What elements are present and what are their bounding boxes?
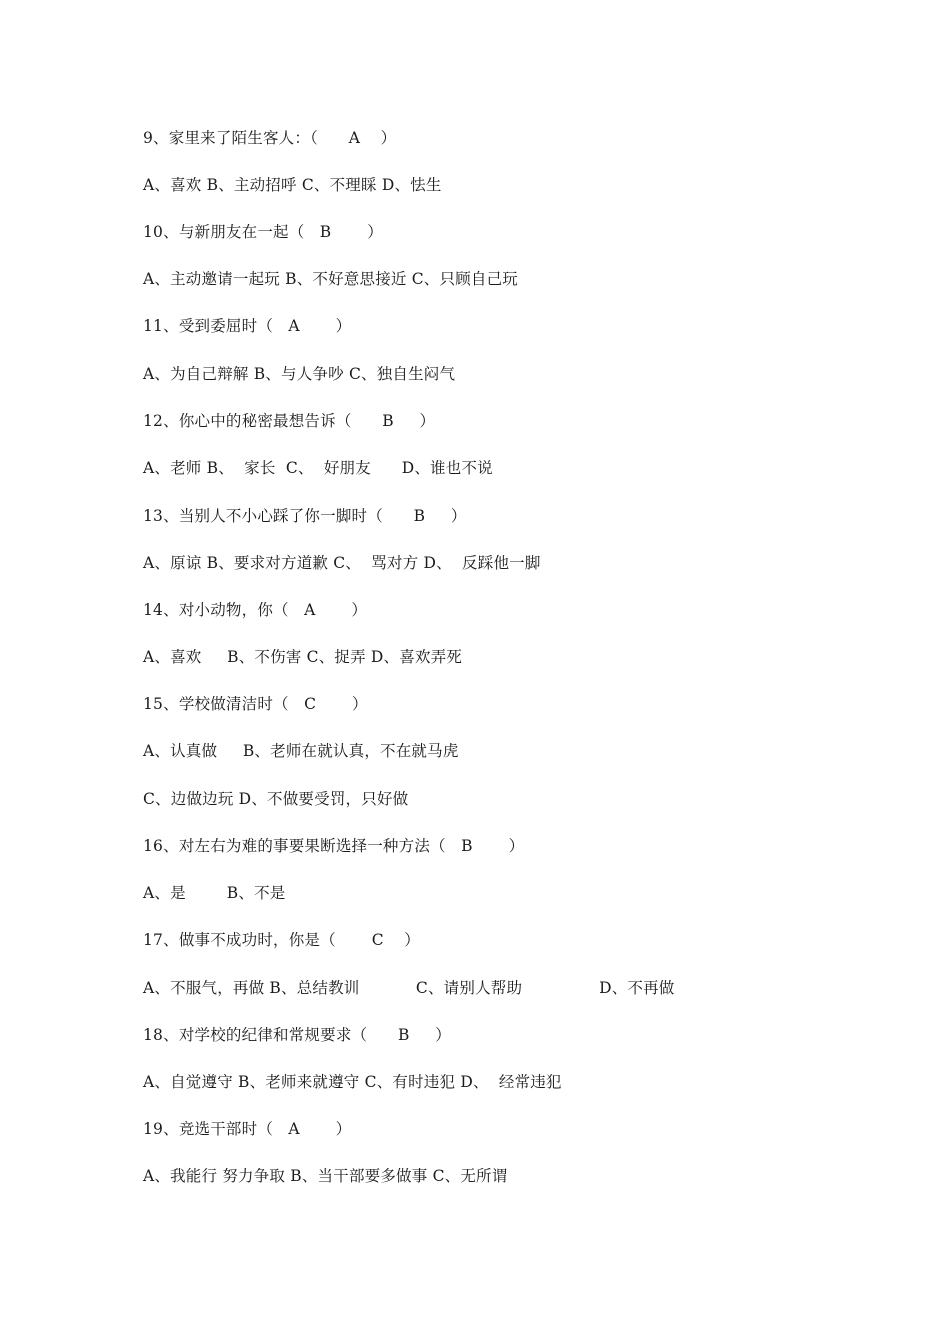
options-19: A、我能行 努力争取 B、当干部要多做事 C、无所谓 bbox=[143, 1167, 508, 1185]
options-9: A、喜欢 B、主动招呼 C、不理睬 D、怯生 bbox=[143, 176, 442, 194]
question-9: 9、家里来了陌生客人：（ A ） bbox=[143, 129, 397, 147]
question-10: 10、与新朋友在一起（ B ） bbox=[143, 223, 383, 241]
options-16: A、是 B、不是 bbox=[143, 884, 286, 902]
question-15: 15、学校做清洁时（ C ） bbox=[143, 695, 368, 713]
options-10: A、主动邀请一起玩 B、不好意思接近 C、只顾自己玩 bbox=[143, 270, 518, 288]
options-11: A、为自己辩解 B、与人争吵 C、独自生闷气 bbox=[143, 365, 456, 383]
question-13: 13、当别人不小心踩了你一脚时（ B ） bbox=[143, 507, 467, 525]
question-19: 19、竞选干部时（ A ） bbox=[143, 1120, 352, 1138]
question-16: 16、对左右为难的事要果断选择一种方法（ B ） bbox=[143, 837, 525, 855]
options-17: A、不服气，再做 B、总结教训 C、请别人帮助 D、不再做 bbox=[143, 979, 675, 997]
question-11: 11、受到委屈时（ A ） bbox=[143, 317, 352, 335]
options-18: A、自觉遵守 B、老师来就遵守 C、有时违犯 D、 经常违犯 bbox=[143, 1073, 562, 1091]
options-14: A、喜欢 B、不伤害 C、捉弄 D、喜欢弄死 bbox=[143, 648, 463, 666]
options-13: A、原谅 B、要求对方道歉 C、 骂对方 D、 反踩他一脚 bbox=[143, 554, 541, 572]
question-17: 17、做事不成功时，你是（ C ） bbox=[143, 931, 420, 949]
options-15-line-1: A、认真做 B、老师在就认真，不在就马虎 bbox=[143, 742, 459, 760]
options-15-line-2: C、边做边玩 D、不做要受罚，只好做 bbox=[143, 790, 409, 808]
options-12: A、老师 B、 家长 C、 好朋友 D、谁也不说 bbox=[143, 459, 493, 477]
question-12: 12、你心中的秘密最想告诉（ B ） bbox=[143, 412, 436, 430]
question-14: 14、对小动物，你（ A ） bbox=[143, 601, 368, 619]
question-18: 18、对学校的纪律和常规要求（ B ） bbox=[143, 1026, 451, 1044]
